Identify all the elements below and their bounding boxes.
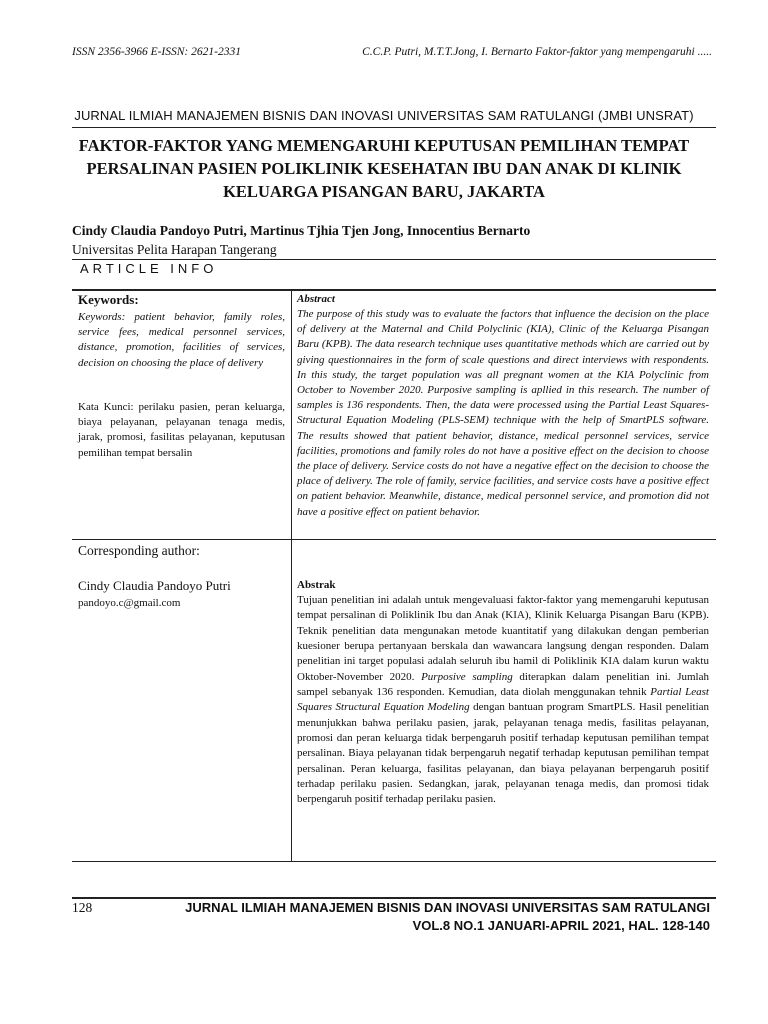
abstrak-italic-term-2: Partial Least Squares Structural Equation Modeling (297, 686, 709, 714)
issn-header: ISSN 2356-3966 E-ISSN: 2621-2331 (72, 46, 241, 58)
article-info-box-bottom-rule (72, 861, 716, 862)
abstrak-text-part3: dengan bantuan program SmartPLS. Hasil penelitian menunjukkan bahwa perilaku pasien, jarak, pelayanan tenaga medis, fasilitas pelayanan, promosi dan peran keluarga tidak berpengaruh positif terhadap keputusan pemilihan tempat persalinan. Biaya pelayanan tidak berpengaruh negatif terhadap keputusan pemilihan tempat persalinan. Peran keluarga, fasilitas pelayanan, dan biaya pelayanan berpengaruh positif terhadap perilaku pasien. Sedangkan, jarak, pelayanan tenaga medis, dan promosi tidak berpengaruh positif terhadap perilaku pasien. (297, 701, 710, 806)
article-info-heading: ARTICLE INFO (80, 261, 218, 276)
abstract-heading: Abstract (297, 293, 335, 305)
author-list: Cindy Claudia Pandoyo Putri, Martinus Tjhia Tjen Jong, Innocentius Bernarto (72, 223, 531, 238)
keywords-heading: Keywords: (78, 292, 139, 307)
abstrak-text-part1: Tujuan penelitian ini adalah untuk mengevaluasi faktor-faktor yang memengaruhi keputusan tempat persalinan di Poliklinik Ibu dan Anak (KIA), Klinik Keluarga Pisangan Baru (KPB). Teknik penelitian data mengunakan metode kuantitatif yang dilakukan dengan pemberian kuesioner berupa pertanyaan berskala dan wawancara langsung dengan responden. Dalam penelitian ini target populasi adalah seluruh ibu hamil di Poliklinik KIA dalam kurun waktu Oktober-November 2020. (297, 594, 709, 683)
abstrak-indonesian-text (297, 593, 709, 808)
corresponding-author-email: pandoyo.c@gmail.com (78, 597, 181, 609)
footer-volume-info: VOL.8 NO.1 JANUARI-APRIL 2021, HAL. 128-140 (412, 918, 710, 933)
footer-journal-name: JURNAL ILMIAH MANAJEMEN BISNIS DAN INOVASI UNIVERSITAS SAM RATULANGI (185, 900, 710, 915)
keywords-indonesian: Kata Kunci: perilaku pasien, peran keluarga, biaya pelayanan, pelayanan tenaga medis, jarak, promosi, fasilitas pelayanan, keputusan pemilihan tempat bersalin (78, 401, 285, 459)
corresponding-author-name: Cindy Claudia Pandoyo Putri (78, 578, 231, 593)
page-number: 128 (72, 900, 93, 915)
abstrak-text-part2: diterapkan dalam penelitian ini. Jumlah sampel sebanyak 136 responden. Kemudian, data diolah menggunakan tehnik (297, 670, 709, 699)
running-title: C.C.P. Putri, M.T.T.Jong, I. Bernarto Faktor-faktor yang mempengaruhi ..... (362, 46, 712, 58)
abstract-english-text: The purpose of this study was to evaluate the factors that influence the decision on the place of delivery at the Maternal and Child Polyclinic (KIA), Clinic of the Keluarga Pisangan Baru (KPB). The data research technique uses quantitative methods which are carried out by giving questionnaires in the form of scale questions and direct interviews with respondents. In this study, the target population was all pregnant women at the KIA Polyclinic from October to November 2020. Purposive sampling is apllied in this research. The number of samples is 136 respondents. Then, the data were processed using the Partial Least Squares-Structural Equation Modeling (PLS-SEM) technique with the help of SmartPLS software. The results showed that patient behavior, distance, medical personnel services, service facilities, promotions and family roles do not have a positive effect on the decision to choose the place of delivery. Service costs do not have a negative effect on the decision to choose the place of delivery. The role of family, service facilities, and service costs have a positive effect on patient behavior. Meanwhile, distance, medical personnel service, and promotion did not have a positive effect on patient behavior. (297, 308, 709, 518)
journal-name: JURNAL ILMIAH MANAJEMEN BISNIS DAN INOVASI UNIVERSITAS SAM RATULANGI (JMBI UNSRAT) (74, 108, 694, 123)
footer-rule (72, 897, 716, 899)
affiliation: Universitas Pelita Harapan Tangerang (72, 242, 277, 257)
corresponding-author-label: Corresponding author: (78, 543, 200, 558)
journal-rule (72, 127, 716, 128)
abstrak-italic-term-1: Purposive sampling (421, 670, 513, 683)
column-divider (291, 291, 292, 861)
abstrak-heading: Abstrak (297, 579, 336, 591)
article-info-top-rule (72, 259, 716, 260)
paper-title: FAKTOR-FAKTOR YANG MEMENGARUHI KEPUTUSAN PEMILIHAN TEMPAT PERSALINAN PASIEN POLIKLINIK KESEHATAN IBU DAN ANAK DI KLINIK KELUARGA PISANGAN BARU, JAKARTA (78, 136, 690, 201)
article-info-bottom-rule (72, 289, 716, 291)
section-divider-rule (72, 539, 716, 540)
keywords-english: Keywords: patient behavior, family roles, service fees, medical personnel services, distance, promotion, facilities of services, decision on choosing the place of delivery (78, 311, 285, 369)
